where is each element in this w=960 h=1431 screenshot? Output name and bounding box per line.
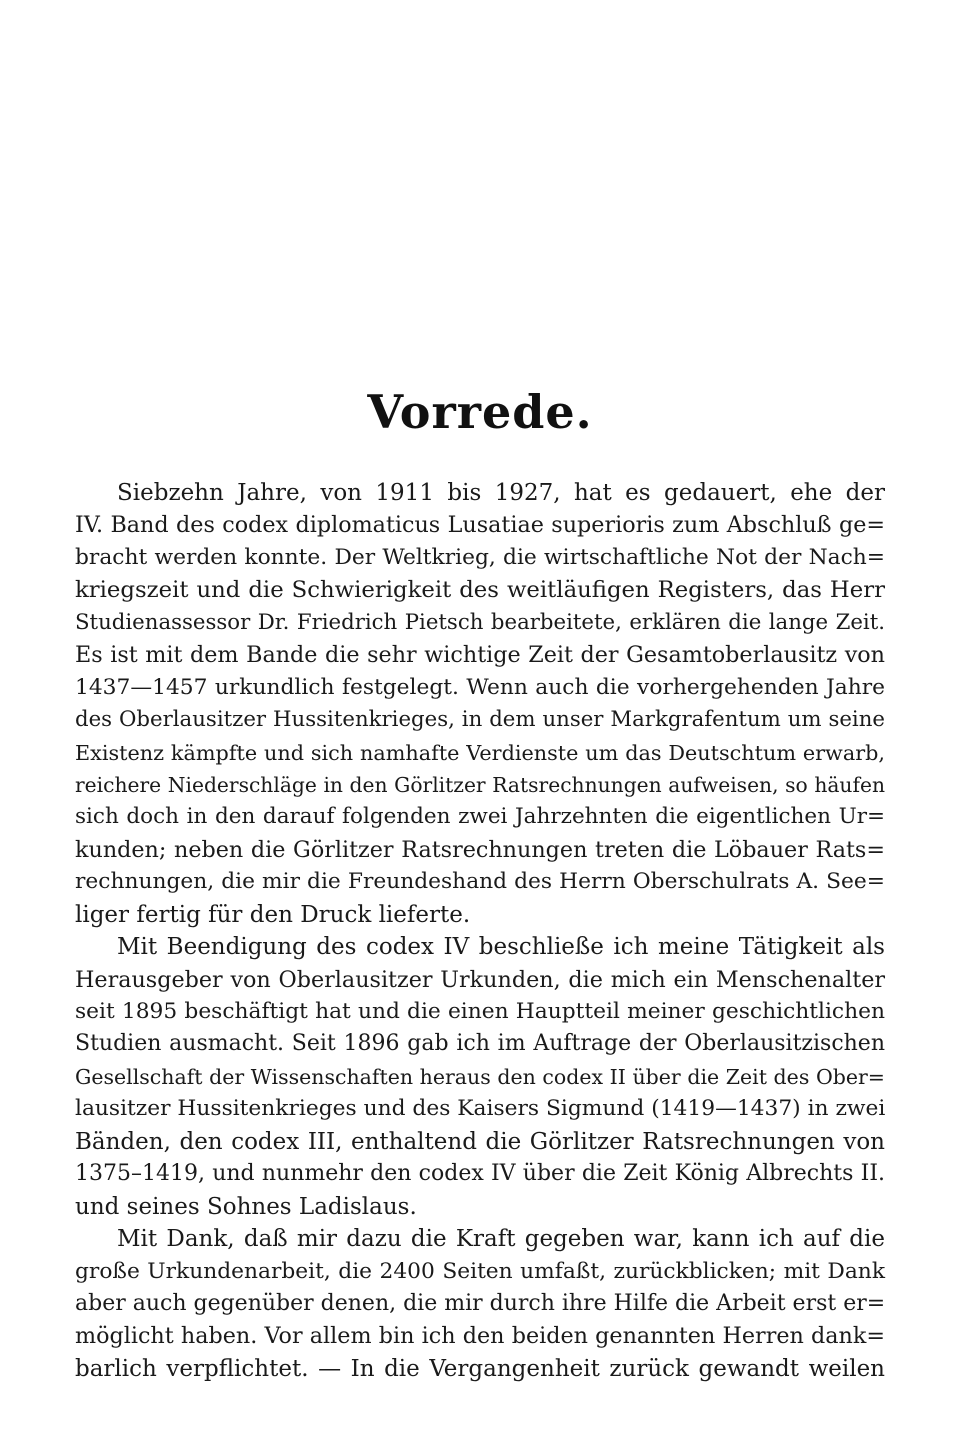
text-line: sich doch in den darauf folgenden zwei Jahrzehnten die eigentlichen Ur= (75, 804, 885, 830)
text-line: Mit Dank, daß mir dazu die Kraft gegeben war, kann ich auf die (117, 1226, 885, 1253)
text-line: reichere Niederschläge in den Görlitzer Ratsrechnungen aufweisen, so häufen (75, 772, 885, 797)
body-text (75, 477, 885, 1385)
text-line: kunden; neben die Görlitzer Ratsrechnungen treten die Löbauer Rats= (75, 836, 885, 863)
text-line: Studien ausmacht. Seit 1896 gab ich im Auftrage der Oberlausitzischen (75, 1031, 885, 1057)
text-line: 1437—1457 urkundlich festgelegt. Wenn auch die vorhergehenden Jahre (75, 674, 885, 700)
text-line: Gesellschaft der Wissenschaften heraus den codex II über die Zeit des Ober= (75, 1064, 885, 1089)
text-line: liger fertig für den Druck lieferte. (75, 901, 471, 928)
text-line: große Urkundenarbeit, die 2400 Seiten umfaßt, zurückblicken; mit Dank (75, 1258, 885, 1284)
text-line: rechnungen, die mir die Freundeshand des Herrn Oberschulrats A. See= (75, 869, 885, 895)
text-line: barlich verpflichtet. — In die Vergangenheit zurück gewandt weilen (75, 1355, 885, 1382)
text-line: lausitzer Hussitenkrieges und des Kaisers Sigmund (1419—1437) in zwei (75, 1096, 886, 1122)
text-line: IV. Band des codex diplomaticus Lusatiae superioris zum Abschluß ge= (75, 512, 885, 539)
text-line: Herausgeber von Oberlausitzer Urkunden, die mich ein Menschenalter (75, 966, 885, 993)
text-line: seit 1895 beschäftigt hat und die einen Hauptteil meiner geschichtlichen (75, 999, 885, 1024)
text-line: kriegszeit und die Schwierigkeit des weitläufigen Registers, das Herr (75, 577, 885, 604)
text-line: 1375–1419, und nunmehr den codex IV über die Zeit König Albrechts II. (75, 1161, 885, 1187)
text-line: und seines Sohnes Ladislaus. (75, 1193, 417, 1220)
page-title: Vorrede. (367, 385, 593, 439)
text-line: Siebzehn Jahre, von 1911 bis 1927, hat es gedauert, ehe der (117, 480, 885, 506)
text-line: Es ist mit dem Bande die sehr wichtige Zeit der Gesamtoberlausitz von (75, 642, 885, 669)
text-line: bracht werden konnte. Der Weltkrieg, die wirtschaftliche Not der Nach= (75, 544, 885, 570)
text-line: Existenz kämpfte und sich namhafte Verdienste um das Deutschtum erwarb, (75, 740, 885, 765)
text-line: aber auch gegenüber denen, die mir durch ihre Hilfe die Arbeit erst er= (75, 1290, 886, 1316)
text-line: möglicht haben. Vor allem bin ich den beiden genannten Herren dank= (75, 1323, 885, 1350)
text-line: Studienassessor Dr. Friedrich Pietsch bearbeitete, erklären die lange Zeit. (75, 609, 885, 635)
text-line: Mit Beendigung des codex IV beschließe ich meine Tätigkeit als (117, 934, 885, 961)
text-line: Bänden, den codex III, enthaltend die Görlitzer Ratsrechnungen von (75, 1128, 885, 1155)
text-line: des Oberlausitzer Hussitenkrieges, in dem unser Markgrafentum um seine (75, 707, 885, 733)
